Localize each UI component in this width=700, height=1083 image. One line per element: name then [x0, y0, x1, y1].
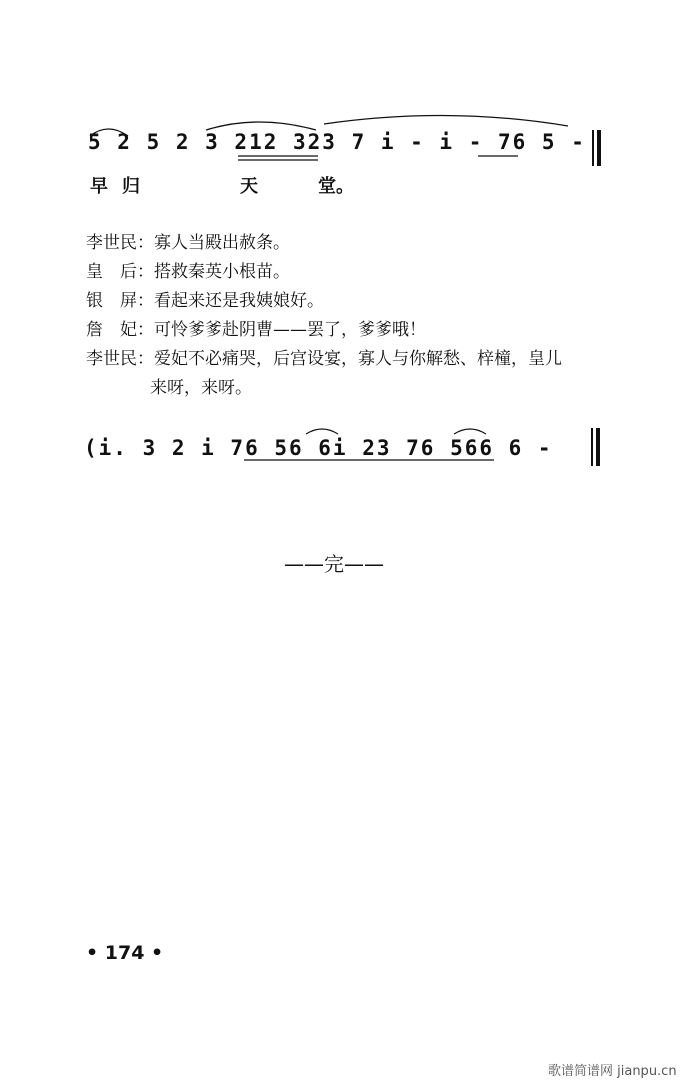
score-notes-2: (i. 3 2 i 76 56 6i 23 76 566 6 -: [84, 436, 553, 460]
dialogue-line: 爱妃不必痛哭，后宫设宴，寡人与你解愁、梓橦，皇儿: [154, 349, 562, 369]
final-barline-2: [591, 428, 593, 466]
final-barline-1: [592, 130, 594, 166]
speaker-name: 詹 妃：: [86, 320, 154, 340]
dialogue-block: [86, 228, 626, 402]
score-notes-1: 5 2 5 2 3 212 323 7 i - i - 76 5 -: [88, 130, 586, 154]
dialogue-continuation: 来呀，来呀。: [150, 378, 252, 398]
dialogue-row: [86, 286, 626, 315]
lyric-3: 堂。: [318, 176, 354, 197]
lyric-2: 天: [240, 176, 258, 197]
dialogue-row: [86, 257, 626, 286]
score-line-1: [88, 108, 608, 168]
speaker-name: 李世民：: [86, 233, 154, 253]
speaker-name: 银 屏：: [86, 291, 154, 311]
lyric-1: 早归: [90, 176, 154, 197]
dialogue-row: [86, 315, 626, 344]
dialogue-line: 看起来还是我姨娘好。: [154, 291, 324, 311]
final-barline-1b: [597, 130, 601, 166]
dialogue-row: [86, 344, 626, 373]
page-number: • 174 •: [86, 942, 164, 964]
dialogue-line: 可怜爹爹赴阴曹——罢了，爹爹哦！: [154, 320, 426, 340]
score-line-2: [84, 420, 594, 470]
speaker-name: 皇 后：: [86, 262, 154, 282]
dialogue-row: [86, 228, 626, 257]
dialogue-line: 搭救秦英小根苗。: [154, 262, 290, 282]
final-barline-2b: [596, 428, 600, 466]
dialogue-line: 寡人当殿出赦条。: [154, 233, 290, 253]
watermark: 歌谱简谱网 jianpu.cn: [548, 1064, 677, 1079]
speaker-name: 李世民：: [86, 349, 154, 369]
end-mark: ——完——: [284, 552, 384, 576]
